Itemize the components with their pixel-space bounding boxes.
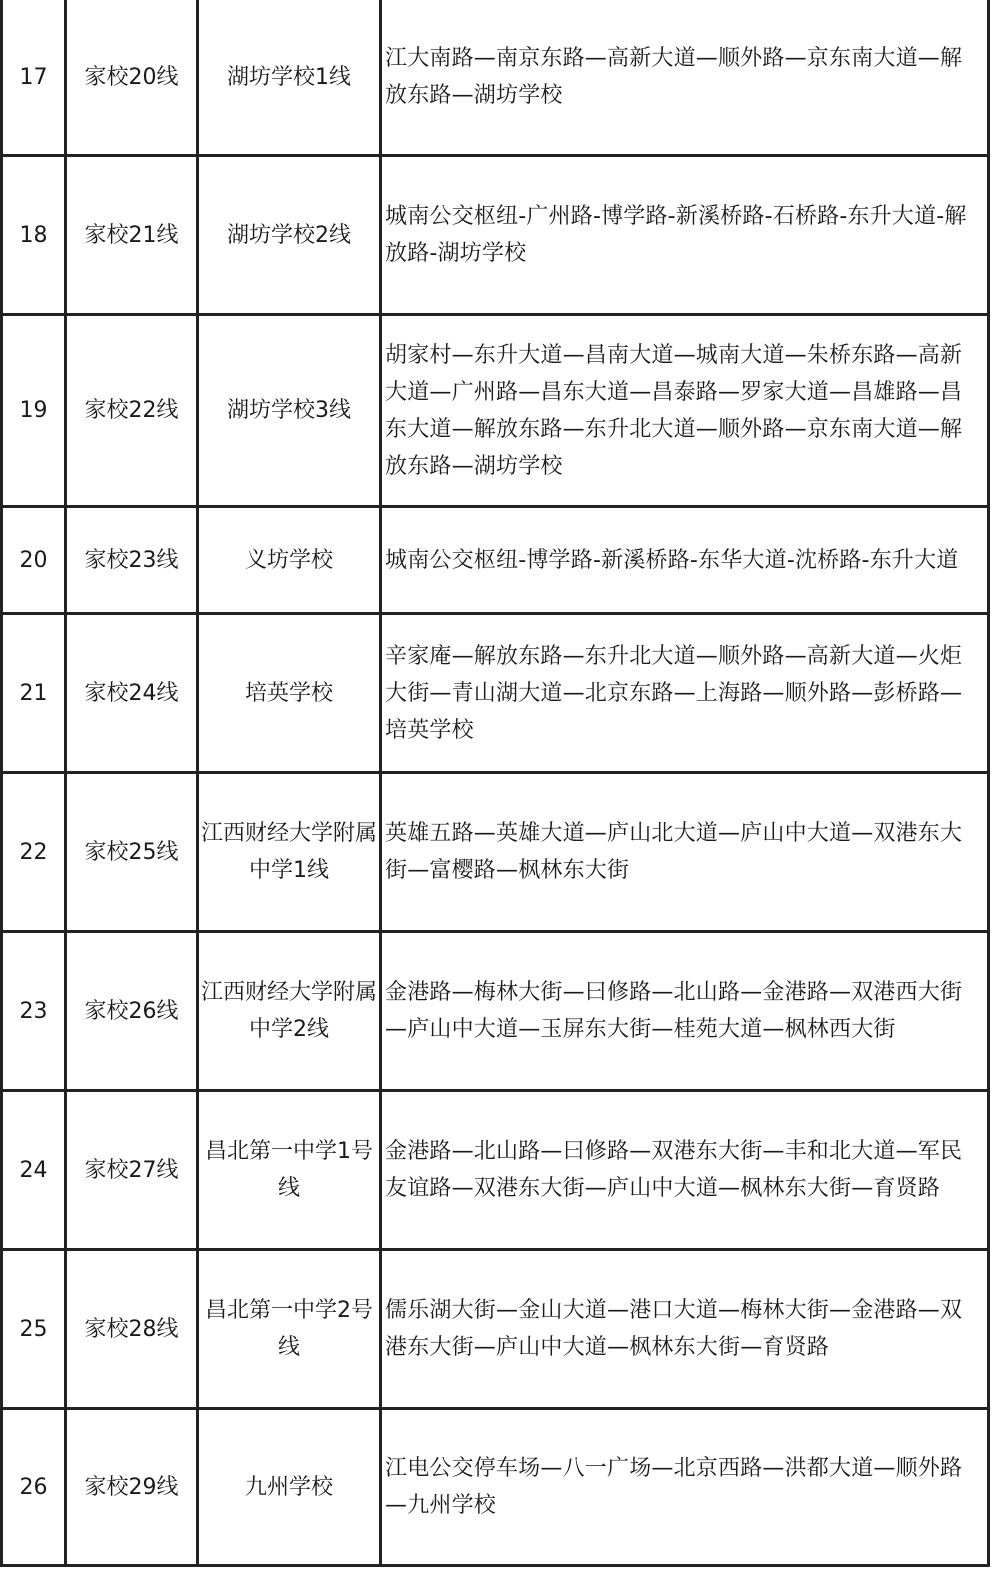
route-text: 英雄五路—英雄大道—庐山北大道—庐山中大道—双港东大街—富樱路—枫林东大街 (385, 821, 963, 883)
route-cell (382, 1251, 987, 1407)
route-text: 金港路—北山路—曰修路—双港东大街—丰和北大道—军民友谊路—双港东大街—庐山中大道—枫林东大街—育贤路 (385, 1139, 963, 1201)
row-number: 19 (3, 316, 67, 505)
table-row (3, 933, 987, 1092)
route-cell (382, 1092, 987, 1248)
table-row (3, 1410, 987, 1564)
route-text: 胡家村—东升大道—昌南大道—城南大道—朱桥东路—高新大道—广州路—昌东大道—昌泰路—罗家大道—昌雄路—昌东大道—解放东路—东升北大道—顺外路—京东南大道—解放东路—湖坊学校 (385, 342, 963, 479)
row-number: 20 (3, 508, 67, 612)
school-name: 湖坊学校1线 (199, 0, 382, 154)
school-name: 江西财经大学附属中学1线 (199, 774, 382, 930)
route-cell (382, 0, 987, 154)
table-row (3, 615, 987, 774)
row-number: 17 (3, 0, 67, 154)
route-cell (382, 615, 987, 771)
row-number: 21 (3, 615, 67, 771)
line-name: 家校21线 (67, 157, 199, 313)
row-number: 18 (3, 157, 67, 313)
line-name: 家校28线 (67, 1251, 199, 1407)
table-row (3, 157, 987, 316)
school-name: 九州学校 (199, 1410, 382, 1564)
line-name: 家校26线 (67, 933, 199, 1089)
school-name: 昌北第一中学2号线 (199, 1251, 382, 1407)
line-name: 家校23线 (67, 508, 199, 612)
route-cell (382, 933, 987, 1089)
table-row (3, 1251, 987, 1410)
table-row (3, 316, 987, 508)
school-name: 湖坊学校3线 (199, 316, 382, 505)
route-text: 城南公交枢纽-博学路-新溪桥路-东华大道-沈桥路-东升大道 (385, 547, 959, 573)
route-cell (382, 1410, 987, 1564)
school-name: 湖坊学校2线 (199, 157, 382, 313)
route-cell (382, 316, 987, 505)
school-name: 江西财经大学附属中学2线 (199, 933, 382, 1089)
route-text: 儒乐湖大街—金山大道—港口大道—梅林大街—金港路—双港东大街—庐山中大道—枫林东大街—育贤路 (385, 1298, 963, 1360)
table-row (3, 508, 987, 615)
route-text: 城南公交枢纽-广州路-博学路-新溪桥路-石桥路-东升大道-解放路-湖坊学校 (385, 204, 967, 266)
table-row (3, 0, 987, 157)
line-name: 家校27线 (67, 1092, 199, 1248)
row-number: 22 (3, 774, 67, 930)
row-number: 23 (3, 933, 67, 1089)
school-name: 昌北第一中学1号线 (199, 1092, 382, 1248)
route-text: 金港路—梅林大街—曰修路—北山路—金港路—双港西大街—庐山中大道—玉屏东大街—桂苑大道—枫林西大街 (385, 980, 963, 1042)
school-name: 培英学校 (199, 615, 382, 771)
route-cell (382, 157, 987, 313)
row-number: 24 (3, 1092, 67, 1248)
table-row (3, 1092, 987, 1251)
row-number: 26 (3, 1410, 67, 1564)
school-name: 义坊学校 (199, 508, 382, 612)
line-name: 家校24线 (67, 615, 199, 771)
route-cell (382, 774, 987, 930)
row-number: 25 (3, 1251, 67, 1407)
table-row (3, 774, 987, 933)
route-text: 江大南路—南京东路—高新大道—顺外路—京东南大道—解放东路—湖坊学校 (385, 46, 963, 108)
line-name: 家校20线 (67, 0, 199, 154)
line-name: 家校29线 (67, 1410, 199, 1564)
route-text: 辛家庵—解放东路—东升北大道—顺外路—高新大道—火炬大街—青山湖大道—北京东路—上海路—顺外路—彭桥路—培英学校 (385, 643, 963, 743)
route-text: 江电公交停车场—八一广场—北京西路—洪都大道—顺外路—九州学校 (385, 1456, 963, 1518)
line-name: 家校25线 (67, 774, 199, 930)
route-cell (382, 508, 987, 612)
line-name: 家校22线 (67, 316, 199, 505)
